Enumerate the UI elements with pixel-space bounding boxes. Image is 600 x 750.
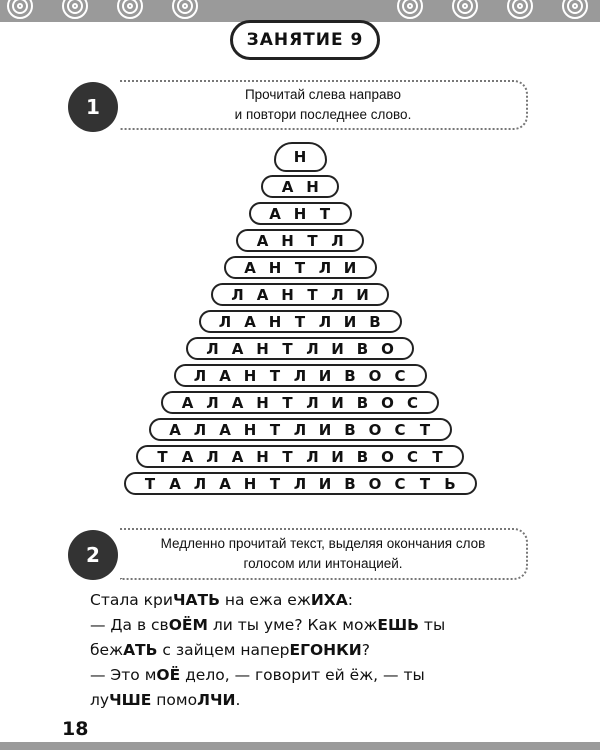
pyramid-letter: С bbox=[406, 393, 418, 412]
task-1-number-badge: 1 bbox=[68, 82, 118, 132]
pyramid-letter: И bbox=[356, 285, 369, 304]
pyramid-letter: О bbox=[368, 366, 382, 385]
reading-text-line bbox=[90, 663, 570, 688]
pyramid-letter: Л bbox=[206, 393, 219, 412]
pyramid-row bbox=[261, 175, 339, 198]
text-segment: с зайцем напер bbox=[157, 641, 290, 659]
pyramid-letter: В bbox=[344, 420, 356, 439]
highlighted-ending: ЕГОНКИ bbox=[289, 641, 362, 659]
pyramid-letter: А bbox=[256, 231, 269, 250]
pyramid-letter: Н bbox=[293, 148, 307, 166]
pyramid-letter: Т bbox=[307, 231, 318, 250]
reading-text bbox=[90, 588, 570, 713]
task-2-instruction-line: Медленно прочитай текст, выделяя окончания слов bbox=[160, 536, 486, 551]
pyramid-letter: Т bbox=[419, 420, 431, 439]
pyramid-letter: И bbox=[343, 312, 357, 331]
pyramid-letter: А bbox=[281, 177, 294, 196]
pyramid-letter: И bbox=[318, 366, 332, 385]
pyramid-row bbox=[274, 142, 327, 172]
pyramid-letter: Л bbox=[293, 420, 307, 439]
pyramid-letter: А bbox=[231, 339, 244, 358]
pyramid-letter: В bbox=[344, 474, 356, 493]
pyramid-letter: Л bbox=[231, 285, 244, 304]
pyramid-row bbox=[124, 472, 477, 495]
pyramid-letter: А bbox=[231, 447, 244, 466]
pyramid-row bbox=[186, 337, 414, 360]
pyramid-letter: О bbox=[381, 339, 394, 358]
pyramid-letter: О bbox=[368, 474, 382, 493]
pyramid-row bbox=[236, 229, 364, 252]
pyramid-letter: Т bbox=[282, 339, 293, 358]
pyramid-letter: С bbox=[406, 447, 418, 466]
pyramid-letter: Л bbox=[193, 474, 207, 493]
footer-decor-band bbox=[0, 742, 600, 750]
pyramid-letter: Л bbox=[306, 339, 319, 358]
pyramid-letter: В bbox=[356, 447, 369, 466]
pyramid-letter: А bbox=[244, 258, 256, 277]
text-segment: ? bbox=[361, 641, 370, 659]
highlighted-ending: ЧАТЬ bbox=[172, 591, 220, 609]
pyramid-letter: Л bbox=[306, 447, 319, 466]
text-segment: . bbox=[235, 691, 241, 709]
pyramid-letter: И bbox=[318, 474, 332, 493]
pyramid-row bbox=[224, 256, 377, 279]
pyramid-letter: Н bbox=[281, 231, 294, 250]
pyramid-letter: Н bbox=[243, 474, 257, 493]
highlighted-ending: ОЁ bbox=[156, 666, 181, 684]
pyramid-letter: Н bbox=[256, 339, 269, 358]
pyramid-letter: И bbox=[331, 393, 344, 412]
pyramid-letter: Н bbox=[243, 420, 257, 439]
pyramid-row bbox=[249, 202, 352, 225]
pyramid-letter: И bbox=[343, 258, 357, 277]
pyramid-letter: О bbox=[368, 420, 382, 439]
pyramid-letter: Л bbox=[206, 447, 219, 466]
pyramid-letter: Н bbox=[256, 447, 269, 466]
pyramid-letter: Т bbox=[269, 366, 281, 385]
pyramid-letter: А bbox=[181, 447, 194, 466]
pyramid-letter: В bbox=[356, 393, 369, 412]
highlighted-ending: ЛЧИ bbox=[197, 691, 236, 709]
pyramid-letter: А bbox=[169, 474, 181, 493]
task-1-instruction bbox=[120, 80, 528, 130]
text-segment: Стала кри bbox=[90, 591, 173, 609]
highlighted-ending: ЕШЬ bbox=[377, 616, 419, 634]
pyramid-letter: Т bbox=[282, 393, 293, 412]
pyramid-letter: Т bbox=[319, 204, 331, 223]
pyramid-letter: Т bbox=[307, 285, 318, 304]
pyramid-letter: Л bbox=[218, 312, 232, 331]
pyramid-letter: Н bbox=[281, 285, 294, 304]
text-segment: дело, — говорит ей ёж, — ты bbox=[180, 666, 425, 684]
pyramid-letter: Ь bbox=[444, 474, 456, 493]
pyramid-letter: Н bbox=[243, 366, 257, 385]
text-segment: : bbox=[347, 591, 353, 609]
pyramid-letter: Л bbox=[331, 231, 344, 250]
pyramid-letter: И bbox=[331, 339, 344, 358]
highlighted-ending: ИХА bbox=[310, 591, 348, 609]
pyramid-letter: Н bbox=[268, 258, 282, 277]
text-segment: лу bbox=[90, 691, 110, 709]
pyramid-letter: В bbox=[344, 366, 356, 385]
text-segment: — Да в св bbox=[90, 616, 169, 634]
pyramid-letter: А bbox=[244, 312, 256, 331]
task-2-instruction-line: голосом или интонацией. bbox=[243, 556, 403, 571]
pyramid-letter: И bbox=[331, 447, 344, 466]
pyramid-letter: Т bbox=[419, 474, 431, 493]
pyramid-letter: А bbox=[219, 366, 231, 385]
pyramid-letter: О bbox=[381, 447, 394, 466]
pyramid-letter: Н bbox=[306, 177, 319, 196]
pyramid-letter: Л bbox=[306, 393, 319, 412]
pyramid-letter: С bbox=[394, 474, 406, 493]
pyramid-letter: И bbox=[318, 420, 332, 439]
pyramid-row bbox=[149, 418, 452, 441]
task-1-instruction-line: Прочитай слева направо bbox=[244, 87, 402, 102]
pyramid-letter: А bbox=[256, 285, 269, 304]
pyramid-letter: В bbox=[369, 312, 381, 331]
reading-text-line bbox=[90, 613, 570, 638]
pyramid-row bbox=[174, 364, 427, 387]
pyramid-letter: Т bbox=[144, 474, 156, 493]
pyramid-row bbox=[199, 310, 402, 333]
lesson-title: ЗАНЯТИЕ 9 bbox=[230, 20, 380, 60]
pyramid-letter: Т bbox=[294, 312, 306, 331]
highlighted-ending: ОЁМ bbox=[168, 616, 208, 634]
pyramid-letter: Л bbox=[206, 339, 219, 358]
pyramid-letter: А bbox=[169, 420, 181, 439]
pyramid-letter: Т bbox=[282, 447, 293, 466]
highlighted-ending: АТЬ bbox=[123, 641, 158, 659]
pyramid-letter: Н bbox=[256, 393, 269, 412]
pyramid-letter: Л bbox=[193, 420, 207, 439]
pyramid-letter: В bbox=[356, 339, 369, 358]
pyramid-letter: С bbox=[394, 420, 406, 439]
pyramid-letter: Л bbox=[193, 366, 207, 385]
pyramid-letter: Т bbox=[157, 447, 168, 466]
pyramid-row bbox=[161, 391, 439, 414]
pyramid-letter: Л bbox=[293, 366, 307, 385]
reading-text-line bbox=[90, 588, 570, 613]
pyramid-letter: А bbox=[269, 204, 281, 223]
pyramid-row bbox=[211, 283, 389, 306]
pyramid-letter: А bbox=[219, 420, 231, 439]
pyramid-letter: Т bbox=[269, 474, 281, 493]
pyramid-letter: Т bbox=[432, 447, 443, 466]
pyramid-letter: Л bbox=[318, 258, 332, 277]
task-2-number-badge: 2 bbox=[68, 530, 118, 580]
pyramid-letter: Л bbox=[318, 312, 332, 331]
spiral-pattern bbox=[0, 0, 600, 22]
pyramid-letter: С bbox=[394, 366, 406, 385]
task-1-instruction-line: и повтори последнее слово. bbox=[234, 107, 412, 122]
text-segment: помо bbox=[151, 691, 198, 709]
pyramid-letter: А bbox=[181, 393, 194, 412]
pyramid-letter: Н bbox=[268, 312, 282, 331]
pyramid-letter: Н bbox=[293, 204, 307, 223]
highlighted-ending: ЧШЕ bbox=[109, 691, 152, 709]
text-segment: на ежа еж bbox=[219, 591, 311, 609]
page-number: 18 bbox=[62, 718, 89, 740]
header-decor-band bbox=[0, 0, 600, 22]
text-segment: ты bbox=[418, 616, 446, 634]
reading-text-line bbox=[90, 638, 570, 663]
pyramid-letter: Т bbox=[294, 258, 306, 277]
pyramid-letter: А bbox=[219, 474, 231, 493]
pyramid-letter: Т bbox=[269, 420, 281, 439]
pyramid-letter: О bbox=[381, 393, 394, 412]
pyramid-letter: Л bbox=[331, 285, 344, 304]
pyramid-row bbox=[136, 445, 464, 468]
reading-text-line bbox=[90, 688, 570, 713]
pyramid-letter: А bbox=[231, 393, 244, 412]
task-2-instruction bbox=[120, 528, 528, 580]
text-segment: беж bbox=[90, 641, 124, 659]
text-segment: — Это м bbox=[90, 666, 157, 684]
pyramid-letter: Л bbox=[293, 474, 307, 493]
text-segment: ли ты уме? Как мож bbox=[207, 616, 378, 634]
